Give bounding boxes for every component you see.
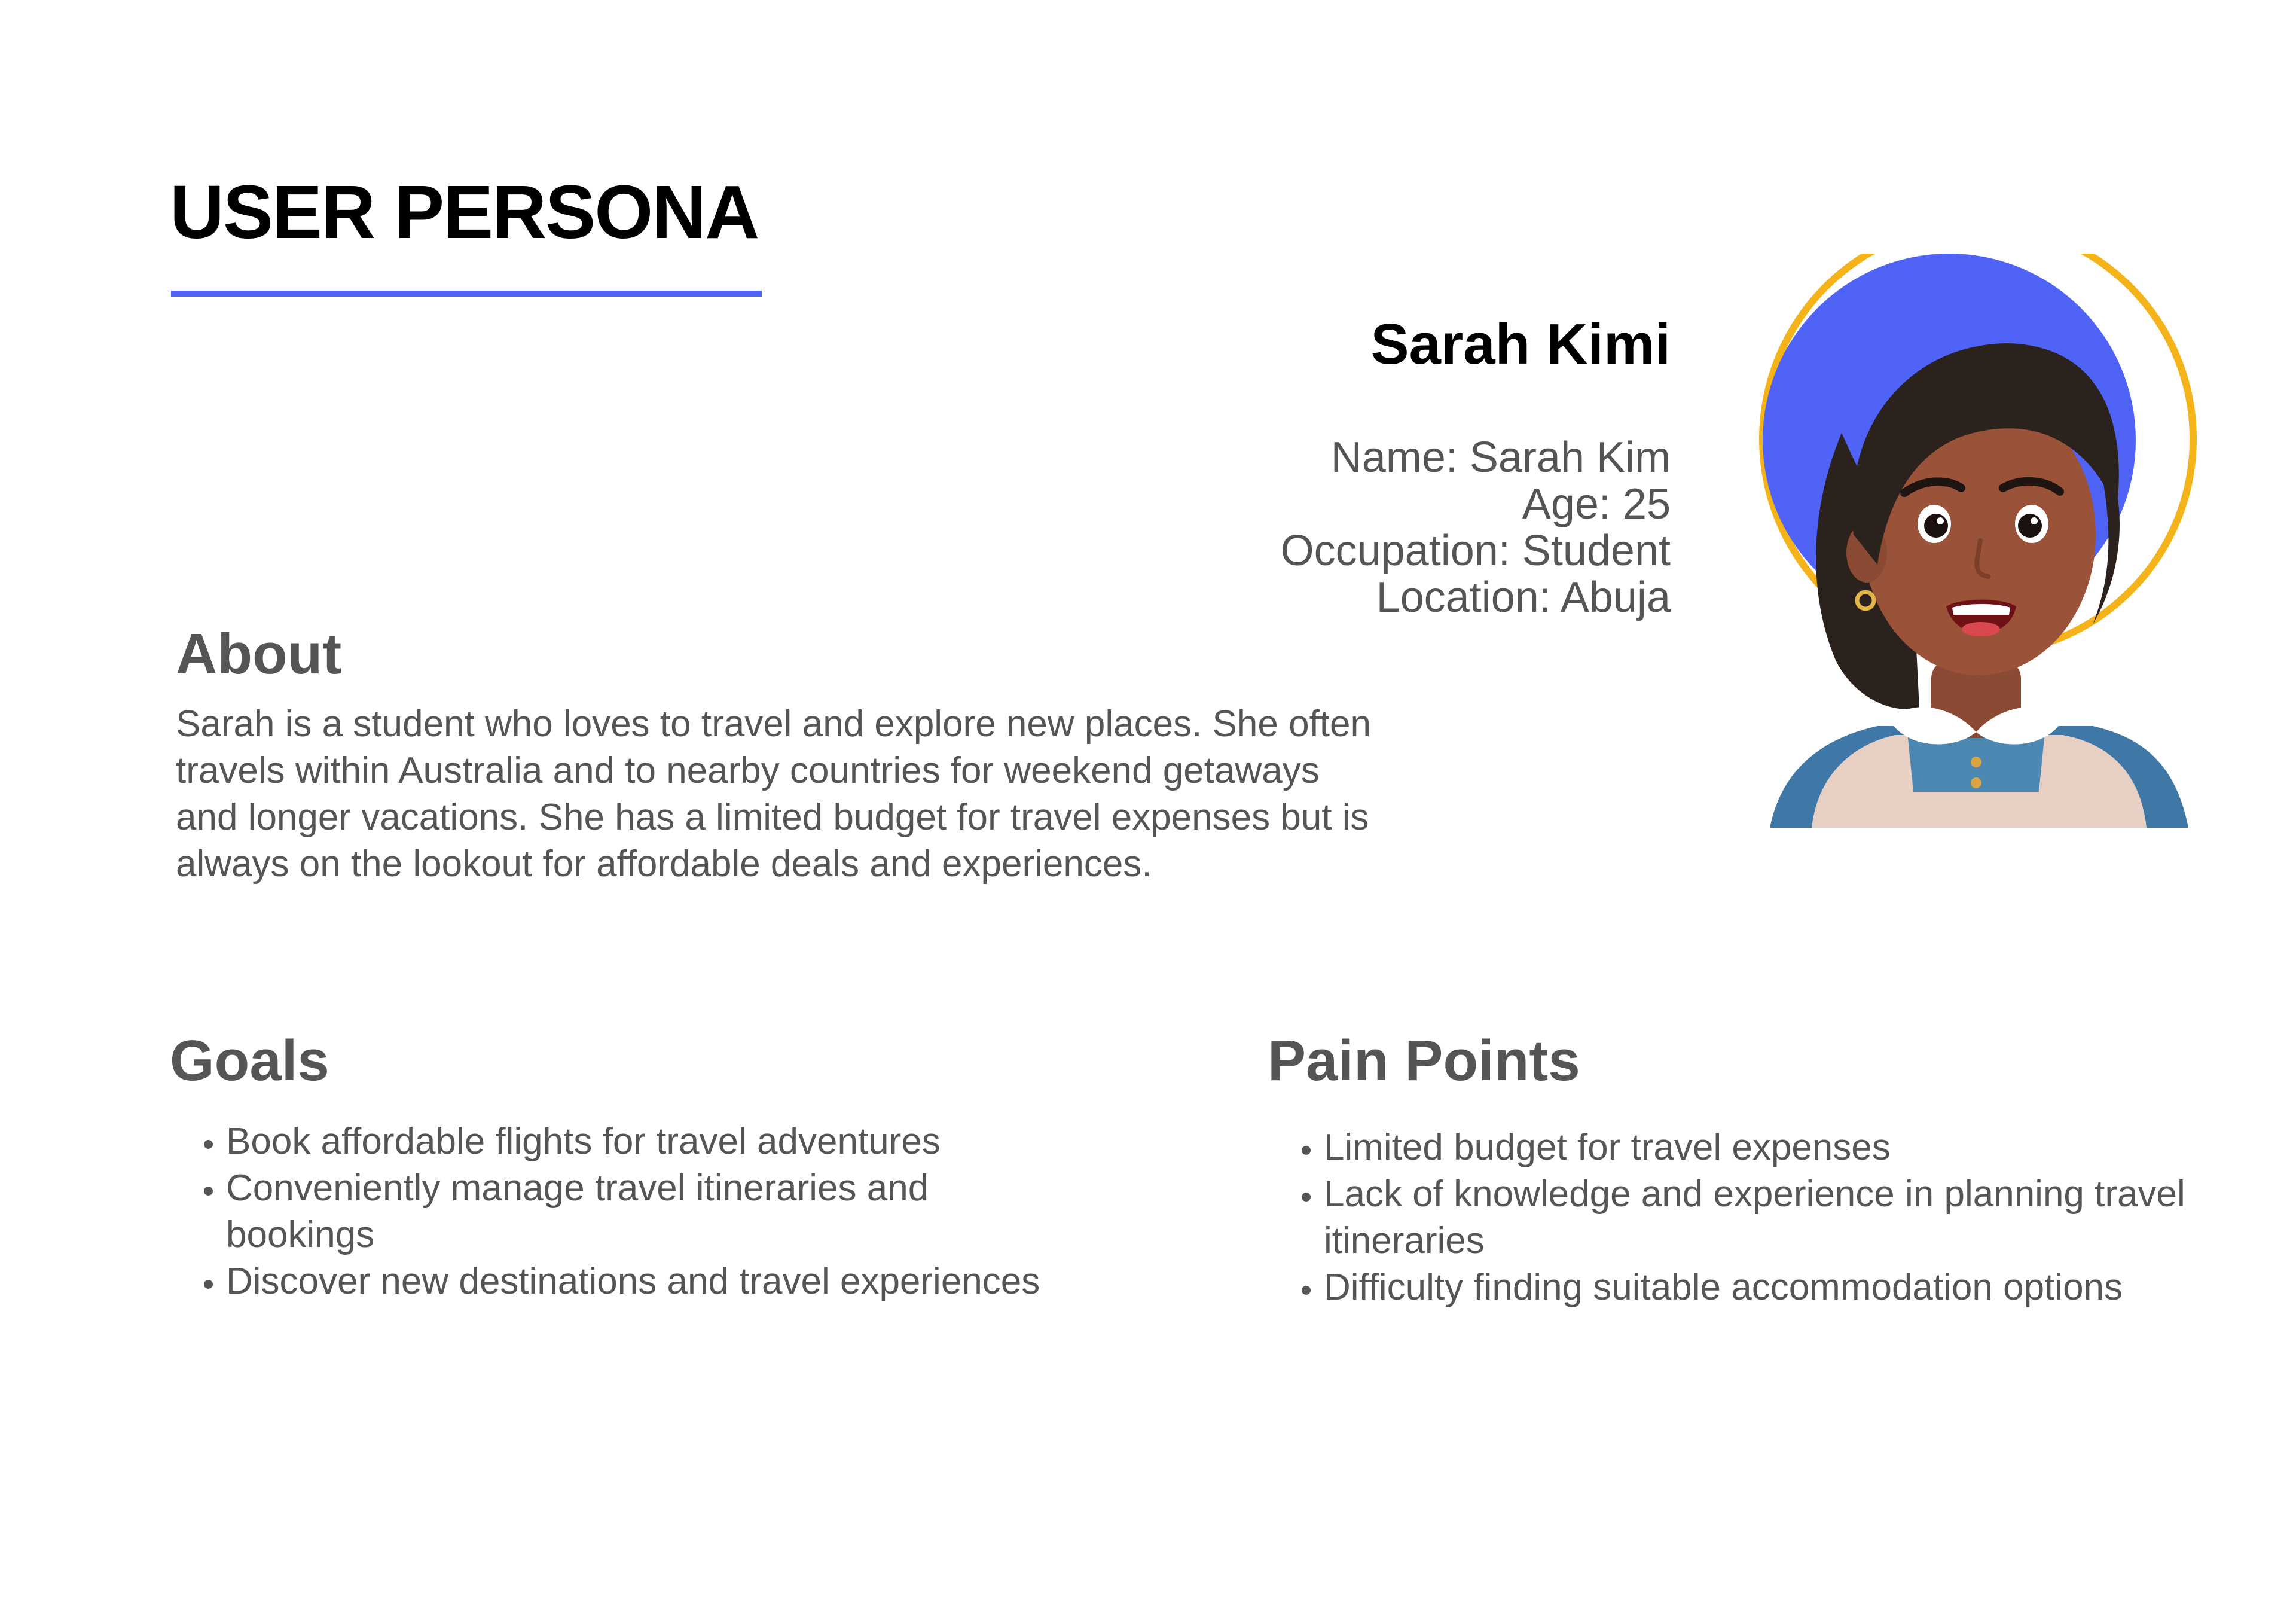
- persona-avatar-icon: [1758, 254, 2212, 828]
- about-heading: About: [176, 622, 342, 686]
- persona-name: Sarah Kimi: [1370, 312, 1671, 376]
- goal-item: • Discover new destinations and travel experiences: [226, 1258, 1063, 1305]
- pain-points-list: [1268, 1124, 2257, 1311]
- pain-point-item: • Limited budget for travel expenses: [1324, 1124, 2257, 1171]
- detail-name: Name: Sarah Kim: [1330, 434, 1671, 481]
- detail-age: Age: 25: [1522, 480, 1671, 528]
- detail-location: Location: Abuja: [1376, 574, 1671, 621]
- about-text: Sarah is a student who loves to travel and explore new places. She often travels within Australia and to nearby countries for weekend getaways and longer vacations. She has a limited budget for travel expenses but is always on the lookout for affordable deals and experiences.: [176, 703, 1371, 885]
- persona-avatar: [1758, 254, 2212, 828]
- goal-item: • Conveniently manage travel itineraries and bookings: [226, 1165, 1063, 1258]
- pain-point-item: • Lack of knowledge and experience in planning travel itineraries: [1324, 1171, 2257, 1264]
- detail-occupation: Occupation: Student: [1280, 527, 1671, 575]
- title-underline: [171, 291, 762, 297]
- persona-details: [1281, 434, 1671, 621]
- page-title: USER PERSONA: [170, 170, 759, 254]
- pain-points-heading: Pain Points: [1268, 1029, 1580, 1093]
- goal-item: • Book affordable flights for travel adventures: [226, 1118, 1063, 1165]
- goals-list: [170, 1118, 1063, 1305]
- goals-heading: Goals: [170, 1029, 329, 1093]
- pain-point-item: • Difficulty finding suitable accommodation options: [1324, 1264, 2257, 1311]
